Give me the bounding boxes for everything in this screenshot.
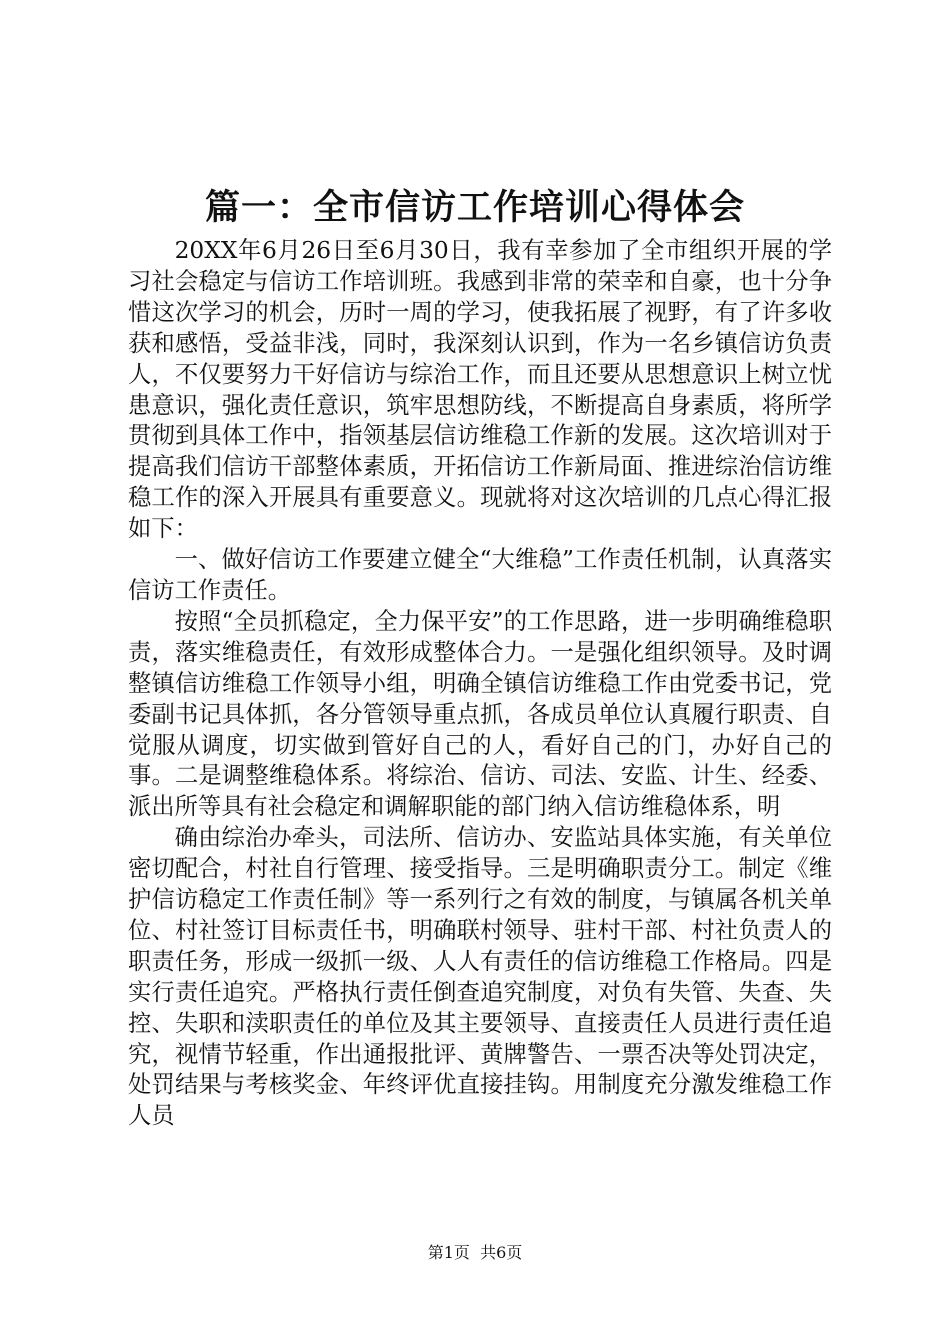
paragraph-measures: 按照“全员抓稳定，全力保平安”的工作思路，进一步明确维稳职责，落实维稳责任，有效形成整体合力。一是强化组织领导。及时调整镇信访维稳工作领导小组，明确全镇信访维稳工作由党委书记，党委副书记具体抓，各分管领导重点抓，各成员单位认真履行职责、自觉服从调度，切实做到管好自己的人，看好自己的门，办好自己的事。二是调整维稳体系。将综治、信访、司法、安监、计生、经委、派出所等具有社会稳定和调解职能的部门纳入信访维稳体系，明 [128,607,832,821]
paragraph-section-heading: 一、做好信访工作要建立健全“大维稳”工作责任机制，认真落实信访工作责任。 [128,546,832,604]
document-title: 篇一：全市信访工作培训心得体会 [204,187,745,228]
page-footer [0,1242,950,1264]
paragraph-intro: 20XX年6月26日至6月30日，我有幸参加了全市组织开展的学习社会稳定与信访工作培训班。我感到非常的荣幸和自豪，也十分争惜这次学习的机会，历时一周的学习，使我拓展了视野，有了许多收获和感悟，受益非浅，同时，我深刻认识到，作为一名乡镇信访负责人，不仅要努力干好信访与综治工作，而且还要从思想意识上树立忧患意识，强化责任意识，筑牢思想防线，不断提高自身素质，将所学贯彻到具体工作中，指领基层信访维稳工作新的发展。这次培训对于提高我们信访干部整体素质，开拓信访工作新局面、推进综治信访维稳工作的深入开展具有重要意义。现就将对这次培训的几点心得汇报如下： [128,237,832,543]
document-body [128,236,832,1132]
paragraph-responsibilities: 确由综治办牵头，司法所、信访办、安监站具体实施，有关单位密切配合，村社自行管理、接受指导。三是明确职责分工。制定《维护信访稳定工作责任制》等一系列行之有效的制度，与镇属各机关单位、村社签订目标责任书，明确联村领导、驻村干部、村社负责人的职责任务，形成一级抓一级、人人有责任的信访维稳工作格局。四是实行责任追究。严格执行责任倒查追究制度，对负有失管、失查、失控、失职和渎职责任的单位及其主要领导、直接责任人员进行责任追究，视情节轻重，作出通报批评、黄牌警告、一票否决等处罚决定，处罚结果与考核奖金、年终评优直接挂钩。用制度充分激发维稳工作人员 [128,824,832,1130]
page-number: 第1页 共6页 [427,1243,523,1262]
